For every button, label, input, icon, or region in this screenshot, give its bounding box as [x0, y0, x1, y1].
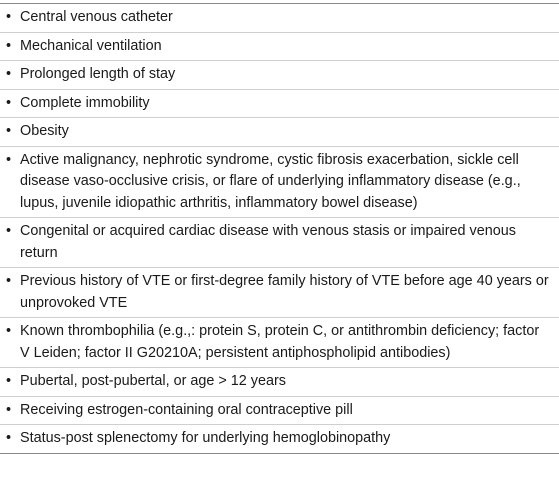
list-item-text: Congenital or acquired cardiac disease with venous stasis or impaired venous return: [20, 223, 516, 261]
list-item: [0, 4, 559, 32]
bullet-icon: •: [6, 223, 12, 239]
list-item-text: Prolonged length of stay: [20, 66, 176, 82]
list-item: [0, 396, 559, 425]
list-item: [0, 32, 559, 61]
list-item-text: Active malignancy, nephrotic syndrome, cystic fibrosis exacerbation, sickle cell disease vaso-occlusive crisis, or flare of underlying inflammatory disease (e.g., lupus, juvenile idiopathic arthritis, inflammatory bowel disease): [20, 151, 521, 211]
list-item-text: Complete immobility: [20, 94, 150, 111]
bullet-icon: •: [6, 123, 12, 139]
list-item: [0, 317, 559, 367]
list-item-text: Previous history of VTE or first-degree family history of VTE before age 40 years or unprovoked VTE: [20, 273, 549, 311]
bullet-icon: •: [6, 37, 12, 54]
list-item: [0, 267, 559, 317]
bullet-icon: •: [6, 273, 12, 289]
bullet-icon: •: [6, 66, 12, 82]
list-item: [0, 60, 559, 89]
list-item-text: Known thrombophilia (e.g.,: protein S, protein C, or antithrombin deficiency; factor V Leiden; factor II G20210A; persistent antiphospholipid antibodies): [20, 323, 540, 361]
list-item: [0, 146, 559, 218]
bullet-icon: •: [6, 401, 12, 418]
risk-factor-table: [0, 3, 559, 454]
bullet-icon: •: [6, 94, 12, 111]
list-item: [0, 117, 559, 146]
list-item-text: Central venous catheter: [20, 9, 173, 25]
list-item: [0, 89, 559, 118]
list-item-text: Pubertal, post-pubertal, or age > 12 years: [20, 373, 286, 389]
list-item-text: Mechanical ventilation: [20, 37, 162, 54]
list-item: [0, 217, 559, 267]
bullet-icon: •: [6, 9, 12, 25]
bullet-icon: •: [6, 373, 12, 389]
bullet-icon: •: [6, 323, 12, 339]
bullet-icon: •: [6, 430, 12, 446]
list-item-text: Obesity: [20, 123, 69, 139]
list-item-text: Status-post splenectomy for underlying hemoglobinopathy: [20, 430, 391, 446]
list-item: [0, 367, 559, 396]
bullet-icon: •: [6, 151, 12, 168]
list-item: [0, 424, 559, 453]
list-item-text: Receiving estrogen-containing oral contraceptive pill: [20, 401, 353, 418]
